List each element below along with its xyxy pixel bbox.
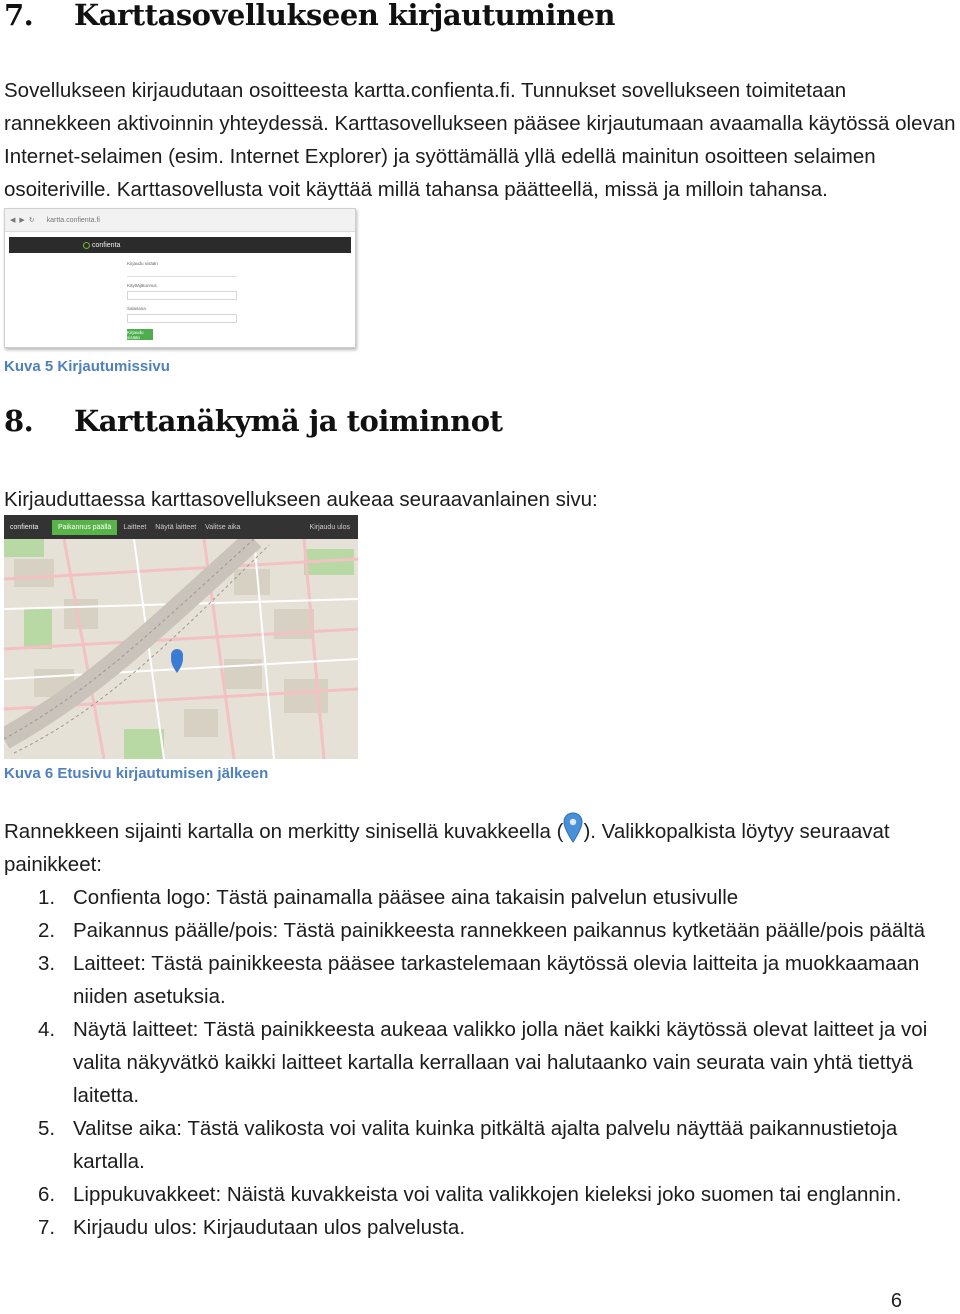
- list-item-text: Lippukuvakkeet: Näistä kuvakkeista voi valita valikkojen kieleksi joko suomen tai englannin.: [73, 1183, 902, 1206]
- map-navbar: [4, 515, 358, 539]
- login-form: [127, 261, 237, 340]
- username-label: Käyttäjätunnus: [127, 283, 157, 288]
- buttons-list: [0, 881, 960, 1244]
- section-8-number: 8.: [4, 404, 34, 438]
- list-item: [0, 947, 958, 1013]
- map-view-screenshot: [4, 515, 358, 759]
- list-item-text: Paikannus päälle/pois: Tästä painikkeesta rannekkeen paikannus kytketään päälle/pois päältä: [73, 919, 926, 942]
- back-icon: ◀: [10, 217, 16, 224]
- map-navbar-logout: Kirjaudu ulos: [309, 523, 350, 531]
- marker-description: [4, 815, 956, 881]
- list-item-text: Kirjaudu ulos: Kirjaudutaan ulos palvelusta.: [73, 1216, 466, 1239]
- list-item: [0, 881, 958, 914]
- map-navbar-active-item: Paikannus päällä: [52, 520, 117, 535]
- list-item-number: 2.: [38, 919, 56, 942]
- login-topbar: [9, 237, 351, 253]
- forward-icon: ▶: [19, 217, 25, 224]
- confienta-logo: [83, 242, 120, 249]
- login-form-divider: [127, 269, 237, 277]
- map-navbar-item: Laitteet: [123, 523, 147, 531]
- list-item-number: 3.: [38, 952, 56, 975]
- list-item-text: Confienta logo: Tästä painamalla pääsee aina takaisin palvelun etusivulle: [73, 886, 739, 909]
- section-8-intro: Kirjauduttaessa karttasovellukseen aukeaa seuraavanlainen sivu:: [4, 488, 598, 511]
- marker-description-after: ). Valikkopalkista löytyy seuraavat painikkeet:: [4, 820, 890, 876]
- section-7-paragraph: Sovellukseen kirjaudutaan osoitteesta kartta.confienta.fi. Tunnukset sovellukseen toimitetaan rannekkeen aktivoinnin yhteydessä. Karttasovellukseen pääsee kirjautumaan avaamalla käytössä olevan Internet-selaimen (esim. Internet Explorer) ja syöttämällä yllä edellä mainitun osoitteen selaimen osoiteriville. Karttasovellusta voit käyttää millä tahansa päätteellä, missä ja milloin tahansa.: [4, 79, 956, 201]
- map-navbar-brand: confienta: [10, 523, 39, 531]
- reload-icon: ↻: [28, 217, 35, 224]
- list-item-text: Valitse aika: Tästä valikosta voi valita kuinka pitkältä ajalta palvelu näyttää paikannustietoja kartalla.: [73, 1117, 898, 1173]
- map-pin-icon: [563, 812, 583, 844]
- list-item-number: 4.: [38, 1018, 56, 1041]
- login-form-title: Kirjaudu sisään: [127, 261, 158, 266]
- section-7-title: Karttasovellukseen kirjautuminen: [74, 0, 616, 32]
- logo-text: confienta: [92, 241, 121, 249]
- map-image: [4, 539, 358, 759]
- browser-address-bar: [5, 209, 355, 232]
- figure-6-caption: Kuva 6 Etusivu kirjautumisen jälkeen: [4, 765, 269, 782]
- list-item: [0, 1112, 958, 1178]
- list-item: [0, 1211, 958, 1244]
- login-page-screenshot: [4, 208, 356, 348]
- logo-ring-icon: [83, 242, 90, 249]
- password-label: Salasana: [127, 306, 146, 311]
- list-item-number: 1.: [38, 886, 56, 909]
- list-item-number: 7.: [38, 1216, 56, 1239]
- browser-url: kartta.confienta.fi: [46, 216, 100, 224]
- section-7-number: 7.: [4, 0, 34, 32]
- page-number: 6: [890, 1290, 902, 1312]
- list-item: [0, 1013, 958, 1112]
- map-navbar-item: Näytä laitteet: [155, 523, 197, 531]
- map-navbar-item: Valitse aika: [205, 523, 241, 531]
- figure-5-caption: Kuva 5 Kirjautumissivu: [4, 358, 170, 375]
- section-7-heading: [4, 0, 615, 32]
- list-item: [0, 914, 958, 947]
- section-8-heading: [4, 404, 503, 438]
- list-item-text: Näytä laitteet: Tästä painikkeesta aukeaa valikko jolla näet kaikki käytössä olevat laitteet ja voi valita näkyvätkö kaikki laitteet kartalla kerrallaan vai halutaanko vain seurata vain yhtä tiettyä laitetta.: [73, 1018, 928, 1107]
- login-submit-button: Kirjaudu sisään: [127, 329, 153, 340]
- list-item-number: 6.: [38, 1183, 56, 1206]
- list-item-number: 5.: [38, 1117, 56, 1140]
- password-field: [127, 314, 237, 323]
- list-item-text: Laitteet: Tästä painikkeesta pääsee tarkastelemaan käytössä olevia laitteita ja muokkaamaan niiden asetuksia.: [73, 952, 920, 1008]
- username-field: [127, 291, 237, 300]
- list-item: [0, 1178, 958, 1211]
- marker-description-before: Rannekkeen sijainti kartalla on merkitty sinisellä kuvakkeella (: [4, 820, 564, 843]
- section-8-title: Karttanäkymä ja toiminnot: [74, 404, 503, 438]
